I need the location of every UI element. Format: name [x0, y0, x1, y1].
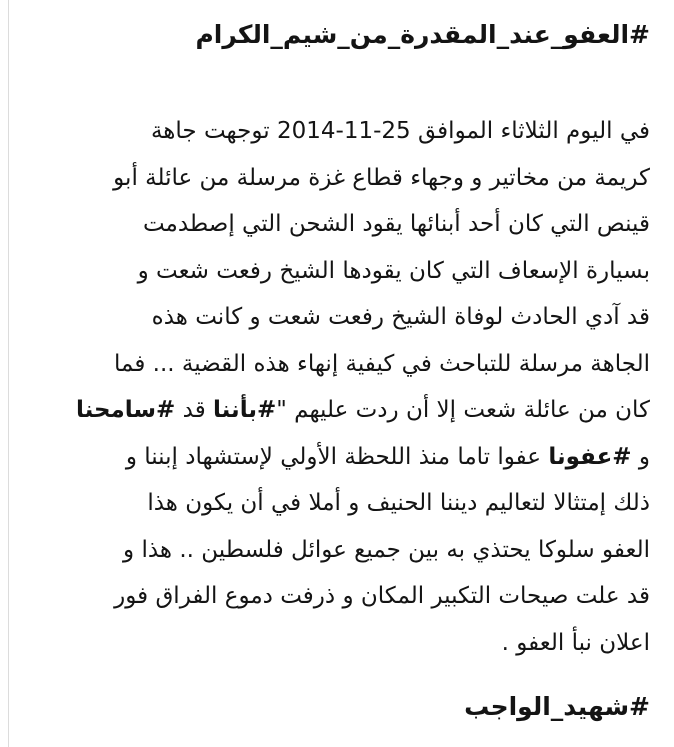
- body-line-2: كريمة من مخاتير و وجهاء قطاع غزة مرسلة من عائلة أبو: [113, 164, 650, 191]
- body-line-7: [40, 387, 650, 434]
- hashtag-samahna[interactable]: #سامحنا: [75, 397, 176, 423]
- left-divider: [8, 0, 9, 747]
- body-line-7-text: كان من عائلة شعت إلا أن ردت عليهم ": [276, 397, 650, 423]
- body-line-12: اعلان نبأ العفو .: [501, 629, 650, 656]
- body-line-5: قد آدي الحادث لوفاة الشيخ رفعت شعت و كانت هذه: [151, 304, 650, 330]
- post-body: [40, 108, 650, 666]
- hashtag-afawna[interactable]: #عفونا: [548, 443, 632, 470]
- footer-hashtag[interactable]: #شهيد_الواجب: [464, 692, 650, 721]
- body-line-8-text: عفوا تاما منذ اللحظة الأولي لإستشهاد إبننا و: [125, 443, 549, 470]
- body-line-6: الجاهة مرسلة للتباحث في كيفية إنهاء هذه القضية ... فما: [114, 350, 650, 377]
- body-line-4: بسيارة الإسعاف التي كان يقودها الشيخ رفعت شعت و: [137, 257, 650, 284]
- body-line-10: العفو سلوكا يحتذي به بين جميع عوائل فلسطين .. هذا و: [123, 536, 650, 563]
- title-hashtag[interactable]: #العفو_عند_المقدرة_من_شيم_الكرام: [195, 20, 650, 49]
- body-line-11: قد علت صيحات التكبير المكان و ذرفت دموع الفراق فور: [114, 583, 650, 609]
- body-line-8-prefix: و: [631, 443, 650, 470]
- hashtag-banna[interactable]: #بأننا: [213, 397, 277, 423]
- body-line-9: ذلك إمتثالا لتعاليم ديننا الحنيف و أملا في أن يكون هذا: [147, 490, 650, 516]
- body-line-1: في اليوم الثلاثاء الموافق 25-11-2014 توجهت جاهة: [150, 118, 650, 144]
- body-line-7-connector: قد: [175, 397, 214, 423]
- body-line-8: [40, 434, 650, 481]
- body-line-3: قينص التي كان أحد أبنائها يقود الشحن التي إصطدمت: [142, 211, 650, 237]
